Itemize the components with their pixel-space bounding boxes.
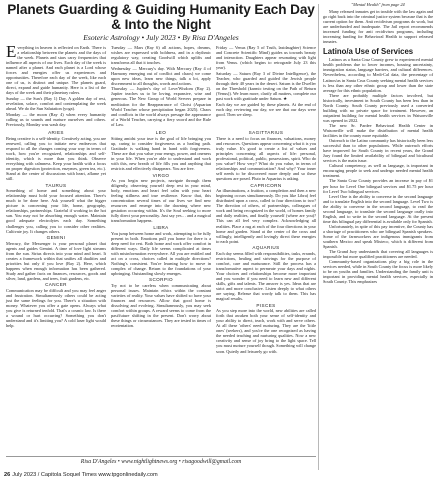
sign-heading: LEO <box>155 130 167 136</box>
sidebar-body-2 <box>323 57 433 284</box>
publication-info: July 2023 / Capitola Soquel Times www.tpgonlinedaily.com <box>12 472 158 478</box>
sidebar-paragraph: Community-based organizations play a big role in the services needed, while in South County the focus is more likely to be on youths and families. Understanding the family unit is important in providing mental health services, especially in South County. This emphasizes <box>323 259 433 285</box>
sign-text: As you begin new projects, navigate through them diligently, observing yourself deep rest in your mind, body, emotions and heart feel calm with your heart feeling stillness and true resilience. Know that, this concentration several times of our lives we find new resources and emerge into the dawning where new gestation occurring within. It's the Soul seeking to more fully direct your personality. Just say yes… and a magical transformation happens. <box>111 178 211 224</box>
sign-heading: LIBRA <box>153 225 169 230</box>
astrology-article <box>6 2 316 354</box>
sign-text: As you step more into the world, new abilities are called forth that awaken both your sense of self-identity and your ability to direct, teach, work with and serve others. At all these 'others' need nurturing. They are the 'little ones' (seekers), and you're the one recognized as having the needed teaching and nurturing qualities. Now a new creativity and sense of joy bring to the light space. Tell you must nurture yourself though. Something will change soon. Quietly and leisurely go with. <box>216 308 316 354</box>
sidebar-heading: Latino/a Use of Services <box>323 47 414 57</box>
sign-leo <box>111 130 211 171</box>
sign-heading: CANCER <box>45 282 67 288</box>
intro-paragraph: Sunday — the Sun's (Ray 1) Day. A golden day of rest, revelation, solace, comfort and contemplating the week ahead. We do the Sun Salutation (yoga). <box>6 95 106 112</box>
sign-text: Try not to be careless when communicating about personal issues. Maintain ethics within the constant varieties of reality. Your values have shifted so have your finances and resources. Allow that good home is dissolving and evolving. Simultaneously, you may seek comfort within groups. A reward seems to come from the past/future shifting in the present. Don't worry about these things or circumstances. They are tested in times of reorientation. <box>111 282 211 329</box>
sign-text: Communication may be difficult and you may feel anger and frustration. Simultaneously others could be acting just the same feelings for you. There's a situation with money. Whatever you offer a gate opens. Always what you give is returned tenfold. That's a cosmic law. Is there a wound or hurt occurring? Something you don't understand and it's limiting you? A cold laser light would help. <box>6 287 106 329</box>
sidebar-paragraph: Unfortunately, in spite of this pay incentive, the County has a shortage of practitioners who are bilingual Spanish speakers. Some of the farmworkers are indigenous immigrants from southern Mexico and speak Mixteco, which is different from Spanish. <box>323 223 433 250</box>
sign-aries <box>6 130 106 181</box>
sign-heading: SAGITTARIUS <box>248 130 284 136</box>
sign-text: Each day seems filled with responsibilities, tasks, errands, restrictions, healing and strivings for the purpose of comfort, care and nurturance. Still the process has a transformative aspect to permeate your days and nights. Your choices and relationships become more important and you wonder if you need to learn new and different skills, gifts and talents. The answer is yes. Ideas that are strict and more conclusive. Listen deeply to what others are saying. Release that wordy talk to them. This has magical results. <box>216 250 316 302</box>
sidebar-body <box>323 9 433 44</box>
article-subtitle: Esoteric Astrology • July 2023 • By Risa D'Angeles <box>83 33 239 42</box>
sidebar-paragraph: The Santa Cruz County provides an increase in pay of $1 per hour for Level One bilingual services and $1.75 per hour for Level Two bilingual services. <box>323 178 433 194</box>
drop-cap: E <box>6 42 17 61</box>
page-info <box>4 472 158 478</box>
sign-scorpio <box>111 277 211 328</box>
sign-heading: TAURUS <box>45 182 67 188</box>
sign-text: An illuminations, a fruition, a completion and then a new beginning occurs simultaneously. Do you like Libra) feel distributed upon a cross, called to four directions to two? The direction of others, of partnerships, colleagues of work and being recognized in the world, of homes family and daily realities, and finally yourself (where are you)? This can all feel very complex. Acknowledging all realities. Place a rug at each of the four directions in your home and garden. Stand at the center of the cross and willingly, intelligently and lovingly direct these energies to each point. <box>216 188 316 244</box>
footer-divider <box>6 456 316 457</box>
sign-heading: ARIES <box>48 130 64 136</box>
article-footer: Risa D'Angeles • www.nightlightnews.org • risagoodwill@gmail.com <box>80 459 242 465</box>
sign-heading: GEMINI <box>46 235 66 241</box>
mental-health-column <box>323 2 433 284</box>
intro-paragraph: Saturday — Saturn (Ray 3 of Divine Intelligence), the Teacher, who guarded and guided the Jewish people through their 40 years in the desert. Saturn is the Dweller on the Threshold (karmic testing on the Path of Return (Venus)). We learn more, clarify all matters, complete our past work with gratitude under Saturn. ★ <box>216 70 316 101</box>
sign-capricorn <box>216 183 316 244</box>
sidebar-paragraph: Outreach to the Latino community has historically been less successful than to other populations. While outreach efforts have improved for South County in recent years, the Grand Jury found the limited availability of bilingual and bicultural services is the main issue. <box>323 138 433 164</box>
sign-text: Mercury, the Messenger is your personal planet that agents and guides Gemini. A time of love light streams from the sun. Sirius directs into your mind and heart. It creates a framework within that unifies all dualities and priorities but only if you love (Ray 2). Here, which happens when enough information has been gathered. Study and gather facts on finances, resources, goods and silver, land, gardens, and trees, fruit gardens, etc. <box>6 240 106 281</box>
intro-paragraph: Tuesday — Mars (Ray 6) all actions, hopes, dreams, wishes are expressed with boldness, and in a rhythmic regulatory way, creating Goodwill which uplifts and transforms all that it touches. <box>111 45 211 66</box>
sign-virgo <box>111 173 211 224</box>
page-footer <box>0 471 436 480</box>
intro-paragraph: Each day we are guided by these planets. At the end of each day, reviewing our day, we see that our days were good. Then we sleep. <box>216 101 316 117</box>
article-intro <box>6 42 316 127</box>
sign-libra <box>111 225 211 276</box>
sign-heading: VIRGO <box>152 172 170 178</box>
zodiac-column <box>6 129 106 354</box>
sidebar-paragraph: The new Sr. Pardee Behavioral Health Center in Watsonville will make the distribution of mental health facilities in the county more equitable. <box>323 122 433 139</box>
sign-pisces <box>216 303 316 354</box>
sign-text: Something of home and something about your relationship must hold your focused attention. There's much to be done here. Ask yourself what the bigger picture is concerning your life, home, geography, relationships, partnerships. Grateful if working in the hot sun. You may not be absorbing enough water. Maintain good adequate electrolytes each day. Something challenges you, calling you to consider other realities. Cultivate joy. It changes others. <box>6 188 106 234</box>
zodiac-column <box>216 129 316 354</box>
article-title: Planets Guarding & Guiding Humanity Each Day & Into the Night <box>7 2 315 32</box>
sign-heading: SCORPIO <box>149 277 173 283</box>
sign-sagittarius <box>216 130 316 181</box>
sign-text: You jump between home and work, attempting to be fully present in both. Emotions pull you home for there is a deep need for rest. Both home and work offer comfort in different ways. Daily life seems complicated at times with misinformation everywhere. All you are entitled and act on a cross, choices called in multiple directions? Nothing's consistent. You're learning how to move in complex of change. Return to the foundations of your upbringing. Outstanding slowly emerges. <box>111 230 211 276</box>
sign-aquarius <box>216 245 316 301</box>
sign-heading: AQUARIUS <box>252 245 280 251</box>
sidebar-paragraph: Cultural competency, as well as language, is important in encouraging people to seek and undergo needed mental health treatment. <box>323 163 433 179</box>
intro-paragraph: Monday — the moon (Ray 4) when every humanity calling us to sounds and nurture ourselves and others. Previously, Monday was wash day. <box>6 111 106 127</box>
sign-gemini <box>6 235 106 281</box>
sign-cancer <box>6 282 106 328</box>
zodiac-grid <box>6 129 316 354</box>
sidebar-paragraph: Latinos as a Santa Cruz County grew to experienced mental health problems due to lower incomes, housing uncertainty, immigration status, language barriers, and cultural differences. Nevertheless, according to Medi-Cal data, the percentage of Latinos/as in Santa Cruz County seeking mental health services is less than any other ethnic group and lower than the state average for this ethnic population. <box>323 57 433 93</box>
page-number: 26 <box>4 472 11 478</box>
sidebar-paragraph: The Grand Jury understands that covering all languages is impossible but more qualified practitioners are needed. <box>323 249 433 260</box>
intro-paragraph: Everything in heaven is reflected on Earth. There is a relationship between the planets and the days of the week. Planets and stars carry frequencies that influence all aspects of our lives. Each day of the week is named after a planet. And each planet is a Lord whose forces and energies offer us experiences and opportunities. Therefore each day of the week, like each one of us, is distinct and unique. The planets guard, direct, expand and guide humanity. Here is a list of the days of the week and their planetary rulers. <box>6 42 106 96</box>
zodiac-column <box>111 129 211 354</box>
sidebar-paragraph: Level One is the ability to converse in the second language and to translate English into the second language. Level Two is the ability to converse in the second language, to read the second language, to translate the second language orally into English, and to write in the second language. At the present time this bilingual pay differential is available only for Spanish. <box>323 193 433 224</box>
intro-paragraph: Friday — Venus (Ray 5 of Truth, lastdaughter) Science and Concrete Scientific Mind) guides us towards beauty and interaction. Daughters appear resonating with light from Venus. (which begins to retrograde July 23 this year). <box>216 45 316 71</box>
continued-from: "Mental Health" from page 24 <box>351 2 405 7</box>
sign-heading: CAPRICORN <box>250 182 282 188</box>
sidebar-paragraph: Many released inmates get in trouble with the law again and go right back into the criminal justice system because that is the current option for them. Anti recidivism programs do work, but are underfunded and inadequate. The Jail report recommends increased funding for anti recidivism programs, including increasing funding for Behavioral Health to support released inmates. <box>323 9 433 45</box>
sign-text: Being creative is a self-identity. Creatively acting, you are renewed, calling you to initiate new endeavors that respond to all the changes coming your way in terms of work, how you're recognized, relationships and self-identity, which is more than you think. Observe everything with calmness. Keep your health with a focus on proper digestion (protection, enzymes, green tea, etc.). Stand at the center of discussions with heart, aflame yet still. <box>6 135 106 182</box>
sign-text: There is a need to focus on finances, valuations, money and resources. Questions appear concerning what it is you truly value. It's good to create a list of values and principles concerning all aspects of life: personal, professional, political, public, possessions, spirit. Who do you value? How very? What do you value, in terms of relationships and communication? And why? Your inner self needs to be discovered more deeply and so these questions are posed. Pluto in Aquarius is asking. <box>216 135 316 182</box>
sign-text: Sitting amidst your true is the goal of life bringing you up, caring to consider forgiveness as a healing path. Gratitude is walking hand in hand with forgiveness. These are that you value your energy, power, and oneness in your life. When you're able to understand and work with this, new breath of life fills you and anything that restricts and effectively disappears. You are free. <box>111 135 211 172</box>
sign-taurus <box>6 183 106 234</box>
intro-paragraph: Thursday — Jupiter's day of Love/Wisdom (Ray 2). Jupiter teaches us to be loving, expansive, wise and generous. The New Group of World Servers prepare in meditation for the Reappearance of Christ (Aquarian World Teacher whose precipitation began 2025). Chaos and conflicts in the world always presage the appearance of a World Teacher, carrying a fiery sword and the Rule of Law. <box>111 86 211 127</box>
sign-heading: PISCES <box>256 302 276 308</box>
column-divider <box>318 4 319 470</box>
sidebar-paragraph: There are probably multiple factors involved, but historically, investment in South County has been less than in North County. South County previously used a converted building with no private space for treatment. However, an outpatient building for mental health services in Watsonville was opened in 2022. <box>323 92 433 123</box>
intro-paragraph: Wednesday — Mercury's day. With Mercury (Ray 4 of Harmony emerging out of conflict and chaos) we come upon new ideas, learn new things, talk a lot, apply discernment to all thoughts, words and actions. <box>111 65 211 86</box>
